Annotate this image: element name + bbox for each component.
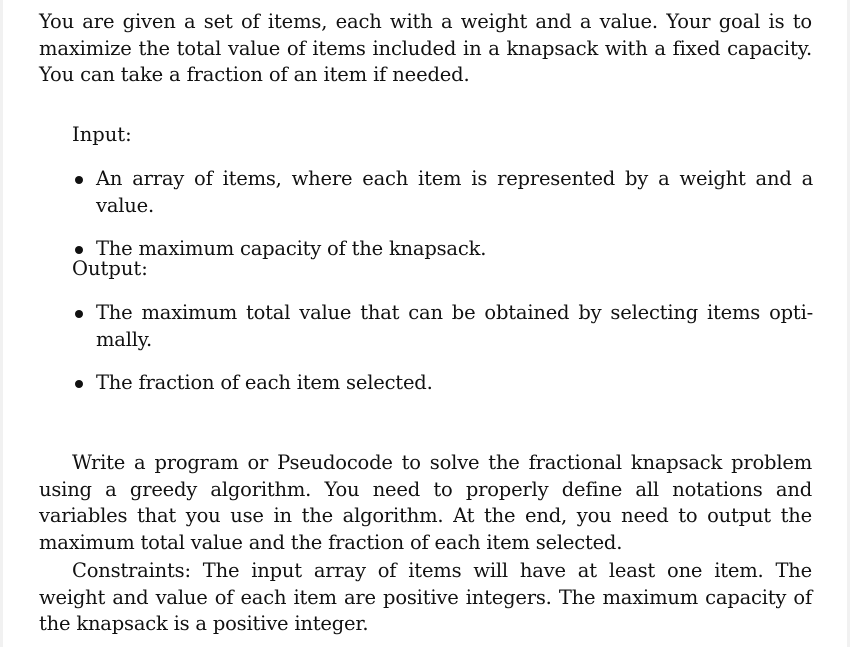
list-item-text: The fraction of each item selected. [96, 371, 433, 394]
input-heading: Input: [72, 123, 132, 146]
input-list [73, 166, 813, 280]
list-item [73, 300, 813, 353]
list-item-text: An array of items, where each item is represented by a weight and a value. [96, 167, 813, 217]
bullet-icon [75, 380, 83, 388]
constraints-paragraph: Constraints: The input array of items will have at least one item. The weight and value of each item are positive integers. The maximum capacity of the knapsack is a positive integer. [39, 559, 812, 635]
bullet-icon [75, 176, 83, 184]
list-item [73, 370, 813, 397]
output-heading: Output: [72, 257, 148, 280]
task-paragraph: Write a program or Pseudocode to solve the fractional knapsack problem using a greedy algorithm. You need to properly define all notations and variables that you use in the algorithm. At the end, you need to output the maximum total value and the fraction of each item selected. [39, 451, 812, 554]
intro-paragraph: You are given a set of items, each with a weight and a value. Your goal is to maximize the total value of items included in a knapsack with a fixed capacity. You can take a fraction of an item if needed. [39, 10, 812, 86]
list-item [73, 166, 813, 219]
list-item-text: The maximum capacity of the knapsack. [96, 237, 487, 260]
list-item-text: The maximum total value that can be obtained by selecting items opti-mally. [96, 301, 813, 351]
list-item [73, 236, 813, 263]
bullet-icon [75, 310, 83, 318]
bullet-icon [75, 246, 83, 254]
output-list [73, 300, 813, 414]
